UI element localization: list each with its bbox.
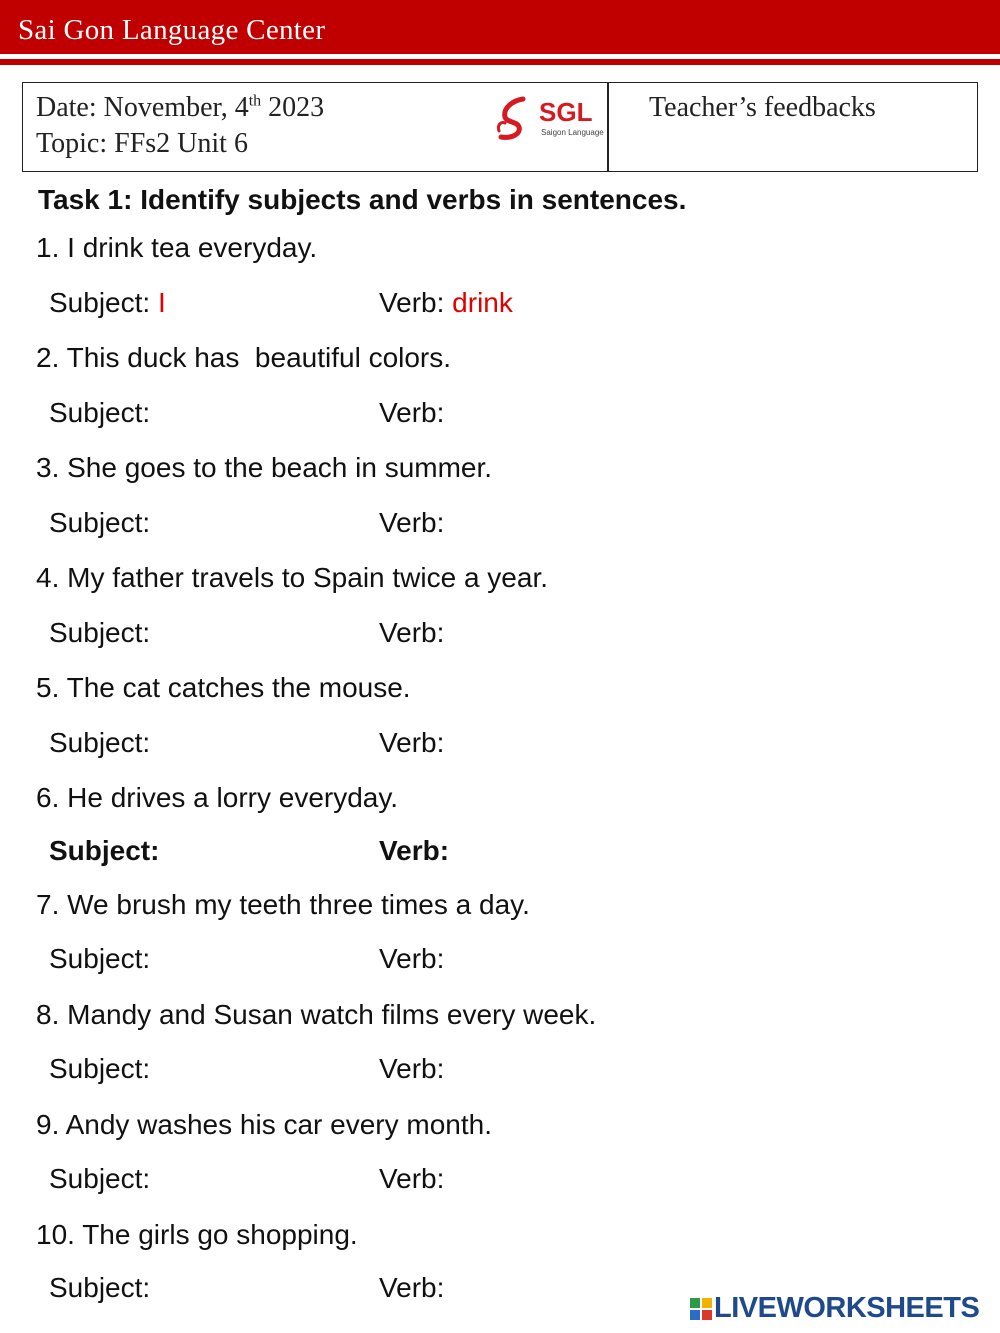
question-9: 9. Andy washes his car every month. [36,1109,492,1140]
question-3: 3. She goes to the beach in summer. [36,452,493,483]
question-10: 10. The girls go shopping. [36,1219,358,1250]
answer-row-6 [0,835,1000,875]
verb-field-8[interactable] [379,1053,444,1085]
subject-label: Subject: [49,1163,151,1194]
verb-field-9[interactable] [379,1163,444,1195]
subject-answer: I [157,287,166,318]
subject-label: Subject: [49,287,158,318]
subject-field-6[interactable] [49,835,159,867]
subject-field-2[interactable] [49,397,150,429]
logo-subtext: Saigon Language [541,128,604,137]
verb-label: Verb: [379,617,445,648]
lesson-topic: Topic: FFs2 Unit 6 [36,128,248,159]
subject-label: Subject: [49,727,151,758]
question-2: 2. This duck has beautiful colors. [36,342,452,373]
center-name: Sai Gon Language Center [18,14,326,46]
verb-field-5[interactable] [379,727,444,759]
answer-row-2 [0,397,1000,437]
subject-label: Subject: [49,397,151,428]
answer-row-1 [0,287,1000,327]
info-box [22,82,978,172]
date-year: 2023 [261,92,325,123]
verb-label: Verb: [379,1163,445,1194]
subject-field-7[interactable] [49,943,150,975]
question-4: 4. My father travels to Spain twice a year. [36,562,549,593]
subject-label: Subject: [49,1053,151,1084]
subject-field-8[interactable] [49,1053,150,1085]
subject-label: Subject: [49,507,151,538]
subject-label: Subject: [49,835,160,866]
subject-field-4[interactable] [49,617,150,649]
sgl-logo [493,93,605,143]
subject-field-9[interactable] [49,1163,150,1195]
question-7: 7. We brush my teeth three times a day. [36,889,530,920]
subject-label: Subject: [49,1272,151,1303]
task-heading: Task 1: Identify subjects and verbs in sentences. [38,184,687,215]
logo-text: SGL [539,97,593,127]
verb-label: Verb: [379,727,445,758]
teacher-feedback-label: Teacher’s feedbacks [649,92,876,123]
liveworksheets-watermark[interactable] [690,1290,990,1328]
header-divider [0,59,1000,65]
date-ordinal: th [248,92,262,110]
answer-row-9 [0,1163,1000,1203]
answer-row-5 [0,727,1000,767]
subject-field-3[interactable] [49,507,150,539]
date-prefix: Date: November, 4 [36,92,249,123]
verb-label: Verb: [379,835,450,866]
question-5: 5. The cat catches the mouse. [36,672,411,703]
verb-label: Verb: [379,287,453,318]
sgl-swirl-icon [493,95,537,141]
answer-row-4 [0,617,1000,657]
subject-label: Subject: [49,617,151,648]
answer-row-8 [0,1053,1000,1093]
verb-label: Verb: [379,397,445,428]
verb-label: Verb: [379,1053,445,1084]
liveworksheets-logo-icon [690,1298,712,1320]
verb-field-6[interactable] [379,835,449,867]
verb-field-4[interactable] [379,617,444,649]
info-divider [607,83,609,171]
question-1: 1. I drink tea everyday. [36,232,318,263]
verb-label: Verb: [379,943,445,974]
verb-label: Verb: [379,507,445,538]
lesson-date [36,92,324,124]
verb-field-3[interactable] [379,507,444,539]
question-6: 6. He drives a lorry everyday. [36,782,399,813]
subject-field-10[interactable] [49,1272,150,1304]
verb-field-1[interactable] [379,287,513,319]
question-8: 8. Mandy and Susan watch films every week. [36,999,597,1030]
verb-field-2[interactable] [379,397,444,429]
answer-row-3 [0,507,1000,547]
answer-row-7 [0,943,1000,983]
verb-answer: drink [452,287,513,318]
header-bar [0,0,1000,54]
watermark-text: LIVEWORKSHEETS [714,1292,980,1324]
verb-field-10[interactable] [379,1272,444,1304]
subject-field-5[interactable] [49,727,150,759]
verb-field-7[interactable] [379,943,444,975]
subject-field-1[interactable] [49,287,166,319]
subject-label: Subject: [49,943,151,974]
verb-label: Verb: [379,1272,445,1303]
